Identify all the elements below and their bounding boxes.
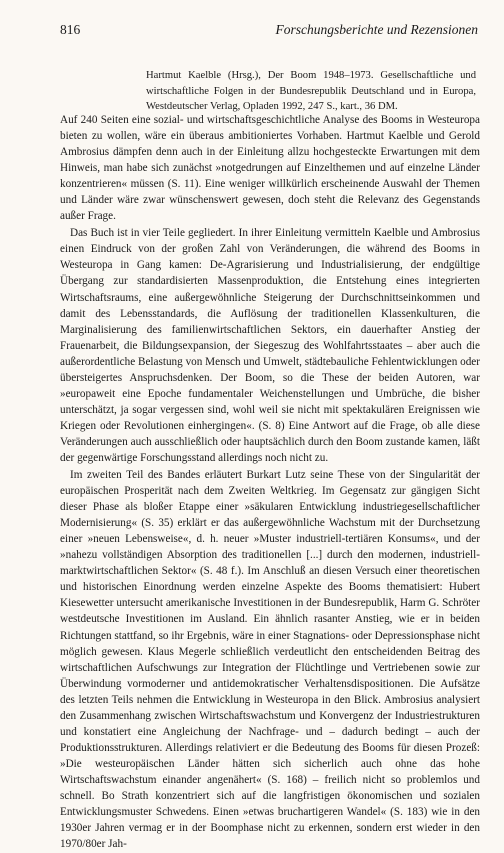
paragraph-3: Im zweiten Teil des Bandes erläutert Burkart Lutz seine These von der Singularität der europäischen Prosperität nach dem Zweiten Weltkrieg. Im Gegensatz zur gängigen Sicht dieser Phase als bloßer Etappe einer »säkularen Entwicklung industriegesellschaftlicher Modernisierung« (S. 35) erklärt er das außergewöhnliche Wachstum mit der Durchsetzung einer »neuen Lebensweise«, d. h. neuer »Muster industriell-tertiären Konsums«, und der »nahezu vollständigen Absorption des traditionellen [...] durch den modernen, industriell-marktwirtschaftlichen Sektor« (S. 48 f.). Im Anschluß an diesen Versuch einer theoretischen und historischen Einordnung werden einzelne Aspekte des Booms thematisiert: Hubert Kiesewetter untersucht amerikanische Investitionen in der Bundesrepublik, Harm G. Schröter westdeutsche Investitionen im Ausland. Ein ähnlich rasanter Anstieg, wie er in beiden Richtungen stattfand, so ihr Ergebnis, wäre in einer Stagnations- oder Depressionsphase nicht möglich gewesen. Klaus Megerle schließlich verdeutlicht den entscheidenden Beitrag des wirtschaftlichen Aufschwungs zur Integration der Flüchtlinge und Vertriebenen sowie zur Überwindung vormoderner und antidemokratischer Verhaltensdispositionen. Die Aufsätze des letzten Teils nehmen die Entwicklung in Westeuropa in den Blick. Ambrosius analysiert den Zusammenhang zwischen Wirtschaftswachstum und Konvergenz der Industriestrukturen und konstatiert eine Angleichung der Nachfrage- und – dadurch bedingt – auch der Produktionsstrukturen. Allerdings relativiert er die Bedeutung des Booms für diesen Prozeß: »Die westeuropäischen Länder hätten sich sicherlich auch ohne das hohe Wirtschaftswachstum einander angenähert« (S. 168) – freilich nicht so problemlos und schnell. Bo Strath konzentriert sich auf die langfristigen ökonomischen und sozialen Entwicklungsmuster Schwedens. Einen »etwas bruchartigeren Wandel« (S. 183) wie in den 1930er Jahren vermag er in der Boomphase nicht zu erkennen, sondern erst wieder in den 1970/80er Jah- bbox=[60, 469, 480, 851]
review-body bbox=[60, 112, 480, 853]
running-title: Forschungsberichte und Rezensionen bbox=[275, 22, 478, 37]
bibliographic-entry: Hartmut Kaelble (Hrsg.), Der Boom 1948–1973. Gesellschaftliche und wirtschaftliche Folgen in der Bundesrepublik Deutschland und in Europa, Westdeutscher Verlag, Opladen 1992, 247 S., kart., 36 DM. bbox=[146, 70, 476, 113]
page-header bbox=[60, 22, 478, 42]
paragraph-2: Das Buch ist in vier Teile gegliedert. In ihrer Einleitung vermitteln Kaelble und Ambrosius einen Eindruck von der großen Zahl von Veränderungen, die während des Booms in Westeuropa in Gang kamen: De-Agrarisierung und Industrialisierung, der endgültige Übergang zur standardisierten Massenproduktion, die Entstehung eines integrierten Wirtschaftsraums, eine außergewöhnliche Steigerung der Durchschnittseinkommen und damit des Lebensstandards, die Auflösung der traditionellen Klassenkulturen, die Marginalisierung des familienwirtschaftlichen Sektors, ein dauerhafter Anstieg der Frauenarbeit, die Bildungsexpansion, der Siegeszug des Wohlfahrtsstaates – aber auch die außerordentliche Belastung von Mensch und Umwelt, städtebauliche Fehlentwicklungen oder übersteigertes Anspruchsdenken. Der Boom, so die These der beiden Autoren, war »europaweit eine Epoche fundamentaler Weichenstellungen und Umbrüche, die bisher unterschätzt, ja sogar vergessen sind, wohl weil sie nicht mit spektakulären Ereignissen wie Kriegen oder Revolutionen einhergingen«. (S. 8) Eine Antwort auf die Frage, ob alle diese Veränderungen auch ausschließlich oder hauptsächlich durch den Boom zustande kamen, läßt der gegenwärtige Forschungsstand allerdings noch nicht zu. bbox=[60, 227, 480, 464]
paragraph-1: Auf 240 Seiten eine sozial- und wirtschaftsgeschichtliche Analyse des Booms in Westeuropa bieten zu wollen, wäre ein überaus ambitioniertes Vorhaben. Hartmut Kaelble und Gerold Ambrosius dämpfen denn auch in der Einleitung allzu hochgesteckte Erwartungen mit dem Hinweis, man habe sich zunächst »notgedrungen auf Einzelthemen und auf einzelne Länder konzentrieren« müssen (S. 11). Eine weniger willkürlich erscheinende Auswahl der Themen und Länder wäre zwar wünschenswert gewesen, doch steht die Relevanz des Gegenstands außer Frage. bbox=[60, 114, 480, 223]
page-number: 816 bbox=[60, 22, 81, 37]
